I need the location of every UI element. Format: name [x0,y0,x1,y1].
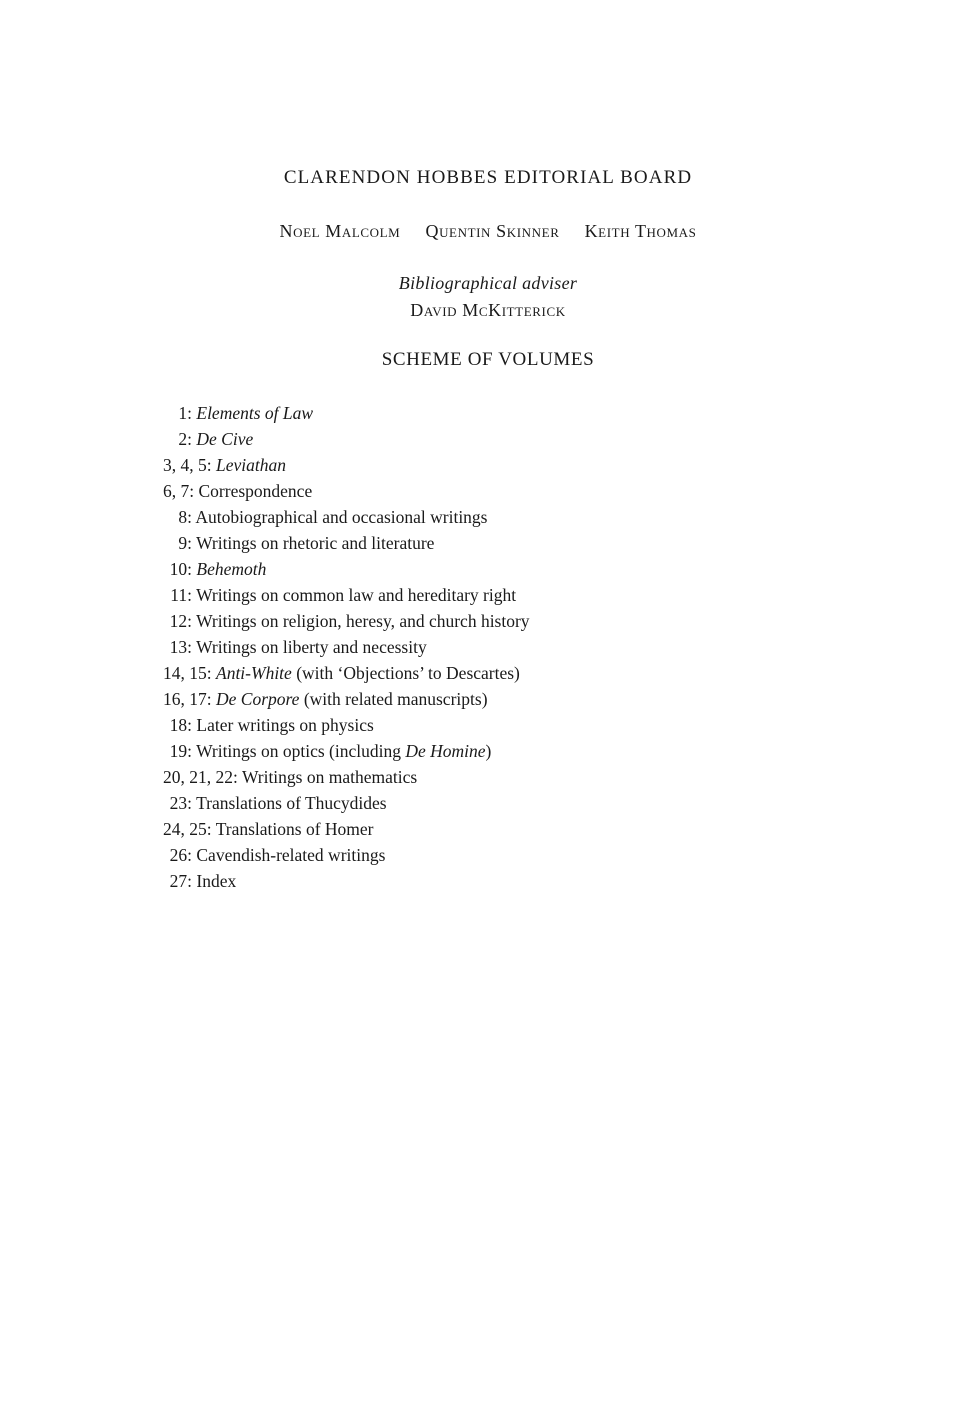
volume-number: 14, 15: [163,663,212,683]
volume-list-item [163,816,530,842]
volume-title: Writings on liberty and necessity [196,637,427,657]
volume-number: 23: [169,793,192,813]
volume-number: 11: [170,585,192,605]
editorial-board-heading: CLARENDON HOBBES EDITORIAL BOARD [283,167,693,188]
volume-title: ) [485,741,492,761]
volume-number: 9: [178,533,192,553]
volume-title-italic: Leviathan [216,455,286,475]
volume-number: 18: [169,715,192,735]
volume-title: Writings on religion, heresy, and church history [196,611,530,631]
volume-title: Writings on mathematics [241,767,418,787]
volume-list-item [163,504,530,530]
volume-list-item [163,790,530,816]
volume-title-italic: Elements of Law [196,403,314,423]
volume-title-italic: De Cive [196,429,254,449]
volume-number: 3, 4, 5: [163,455,212,475]
volume-title: Writings on rhetoric and literature [196,533,435,553]
volume-title: Writings on common law and hereditary right [196,585,517,605]
volume-number: 26: [169,845,192,865]
volume-title: (with related manuscripts) [299,689,488,709]
volume-number: 6, 7: [163,481,195,501]
volume-title: Translations of Thucydides [196,793,387,813]
volume-number: 27: [169,871,192,891]
volume-title: Index [196,871,237,891]
volume-list-item [163,712,530,738]
volume-title: Later writings on physics [196,715,374,735]
volume-number: 20, 21, 22: [163,767,238,787]
volume-title: Writings on optics (including [196,741,406,761]
volume-title-italic: De Homine [405,741,486,761]
volume-number: 2: [178,429,192,449]
volume-list-item [163,764,530,790]
volume-title: Autobiographical and occasional writings [195,507,488,527]
volume-number: 19: [169,741,192,761]
volume-title: Correspondence [198,481,313,501]
volume-number: 24, 25: [163,819,212,839]
volume-list-item [163,582,530,608]
volume-list-item [163,660,530,686]
board-member: Noel Malcolm [279,221,401,241]
volume-title-italic: De Corpore [216,689,300,709]
volume-title: Translations of Homer [215,819,374,839]
volume-number: 16, 17: [163,689,212,709]
volume-title-italic: Behemoth [196,559,267,579]
adviser-name: David McKitterick [410,300,566,320]
adviser-role: Bibliographical adviser [398,273,578,293]
volume-number: 8: [178,507,192,527]
volume-number: 12: [169,611,192,631]
volume-number: 13: [169,637,192,657]
scheme-of-volumes-heading: SCHEME OF VOLUMES [381,349,595,370]
volume-list-item [163,426,530,452]
volume-list-item [163,686,530,712]
board-member: Quentin Skinner [425,221,560,241]
volume-list-item [163,738,530,764]
volume-list-item [163,868,530,894]
volume-list-item [163,634,530,660]
board-member: Keith Thomas [584,221,697,241]
volume-title: Cavendish-related writings [196,845,386,865]
volume-title-italic: Anti-White [216,663,292,683]
board-members [0,219,968,243]
volume-number: 10: [169,559,192,579]
volume-list [163,400,530,894]
volume-list-item [163,400,530,426]
volume-list-item [163,608,530,634]
volume-title: (with ‘Objections’ to Descartes) [291,663,520,683]
volume-number: 1: [178,403,192,423]
volume-list-item [163,530,530,556]
volume-list-item [163,452,530,478]
volume-list-item [163,556,530,582]
volume-list-item [163,478,530,504]
volume-list-item [163,842,530,868]
